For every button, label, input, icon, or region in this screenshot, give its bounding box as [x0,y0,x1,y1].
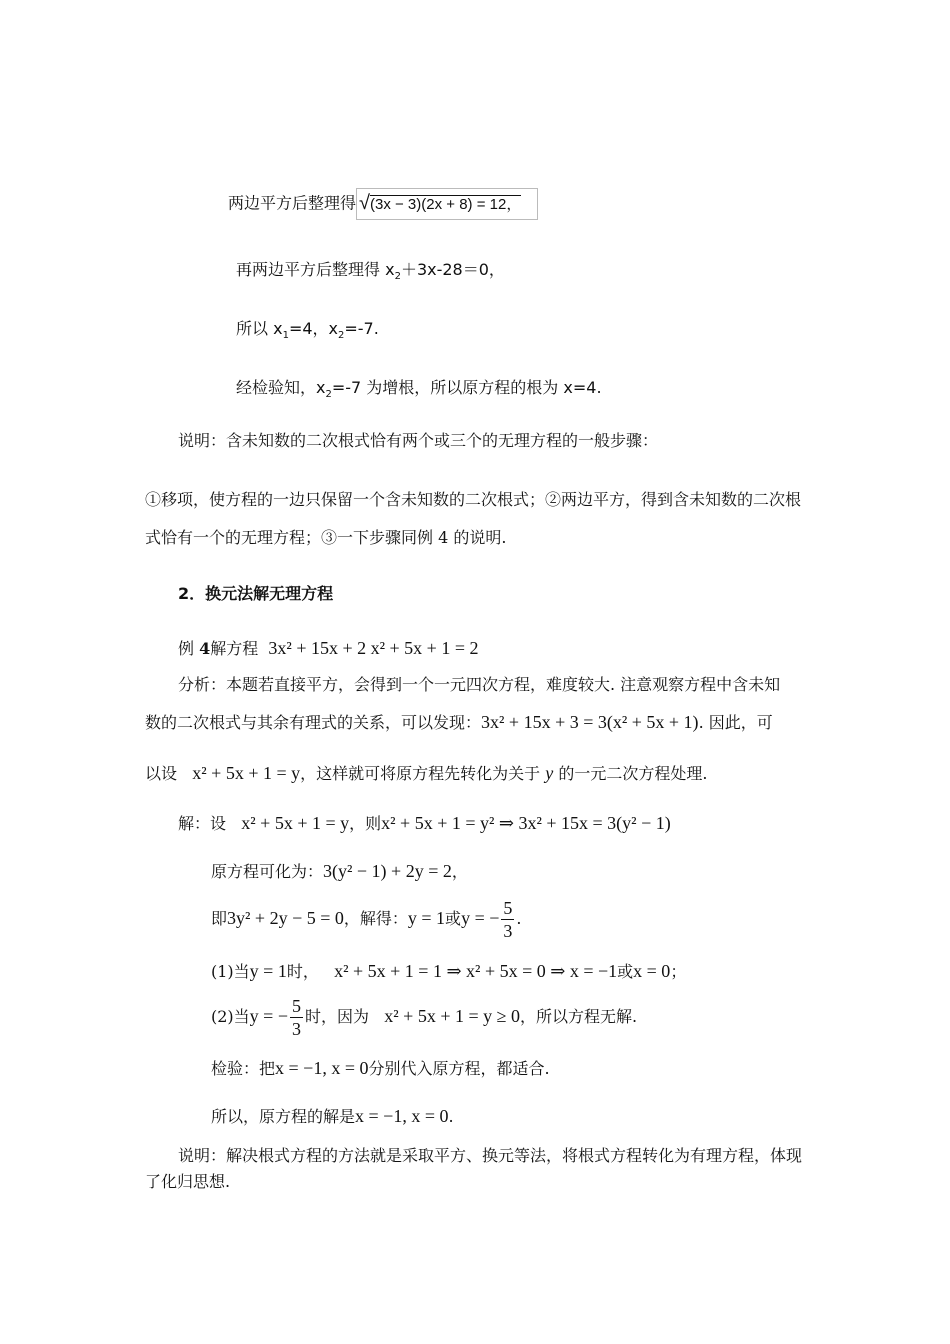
solution-s6a: 检验：把 [211,1059,276,1078]
solution-s3a: 即 [211,909,228,928]
solution-s4c: 或 [617,962,634,981]
solution-s3c: 或 [445,909,462,928]
solution-line-3 [211,896,521,942]
line4-text-b: =-7 为增根，所以原方程的根为 x=4. [331,378,602,397]
solution-s5-equation2: x² + 5x + 1 = y ≥ 0 [384,1006,520,1026]
solution-s7-equation: x = −1, x = 0 [355,1106,449,1126]
example-label-b: 解方程 [210,639,259,658]
analysis-line-2 [145,711,773,734]
fraction2-denominator: 3 [291,1019,301,1039]
fraction2-numerator: 5 [291,996,301,1016]
section-heading: 2．换元法解无理方程 [178,584,334,603]
example-equation: 3x² + 15x + 2 x² + 5x + 1 = 2 [268,638,479,658]
analysis-line-3 [145,762,707,785]
solution-line-4 [211,960,686,983]
line3-text-a: 所以 x [236,319,283,338]
line-verification [236,377,602,399]
solution-s7a: 所以，原方程的解是 [211,1107,356,1126]
example-label-a: 例 [178,639,200,658]
fraction-five-thirds-2 [290,995,303,1040]
analysis-p3b: ，这样就可将原方程先转化为关于 [300,764,541,783]
solution-s3-equation: 3y² + 2y − 5 = 0 [227,908,344,928]
solution-line-1 [178,812,671,835]
line4-text-a: 经检验知，x [236,378,326,397]
solution-s2b: ， [451,862,468,881]
line4-sub: 2 [325,389,332,400]
solution-s4a: (1)当 [211,962,250,981]
solution-s4b: 时， [286,962,319,981]
solution-s5a: (2)当 [211,1007,250,1026]
solution-s3-y1: y = 1 [407,908,446,928]
solution-s2-equation: 3(y² − 1) + 2y = 2 [323,861,452,881]
analysis-p2-equation: 3x² + 15x + 3 = 3(x² + 5x + 1) [481,712,699,732]
analysis-p2a: 数的二次根式与其余有理式的关系，可以发现： [145,713,482,732]
line2-sub: 2 [394,271,401,282]
fraction-numerator: 5 [503,898,513,918]
line-square-again [236,259,505,281]
analysis-p3c: 的一元二次方程处理. [558,764,708,783]
solution-s5-equation: y = − [249,1006,288,1026]
line1-text: 两边平方后整理得 [228,193,357,213]
example-4 [178,637,478,660]
solution-line-6 [211,1057,550,1080]
analysis-p3a: 以设 [145,764,178,783]
line2-text-b: ＋3x-28＝0， [400,260,505,279]
solution-s6b: 分别代入原方程，都适合. [368,1059,550,1078]
analysis-p3-equation: x² + 5x + 1 = y [192,763,301,783]
solution-line-2 [211,860,468,883]
analysis-p2b: . 因此，可 [698,713,773,732]
solution-s1a: 解：设 [178,814,227,833]
line-roots [236,318,379,340]
note-conclusion: 说明：解决根式方程的方法就是采取平方、换元等法，将根式方程转化为有理方程，体现了化归思想. [145,1146,803,1191]
solution-s7b: . [448,1107,454,1126]
line2-text-a: 再两边平方后整理得 x [236,260,395,279]
line3-sub2: 2 [338,330,345,341]
solution-s3d: . [516,909,522,928]
example-number: 4 [199,639,211,658]
fraction-denominator: 3 [503,921,513,941]
radical-formula: (3x − 3)(2x + 8) = 12， [370,196,522,213]
fraction-five-thirds [501,897,514,942]
solution-s3b: ，解得： [343,909,408,928]
radical-formula-image: √(3x − 3)(2x + 8) = 12， [356,188,538,220]
analysis-p3-y: y [545,763,554,783]
line3-text-b: =4，x [288,319,338,338]
solution-s2a: 原方程可化为： [211,862,324,881]
solution-line-7 [211,1105,454,1128]
solution-s6-equation: x = −1, x = 0 [275,1058,369,1078]
solution-s5c: ，所以方程无解. [520,1007,638,1026]
solution-s4-equation2: x² + 5x + 1 = 1 ⇒ x² + 5x = 0 ⇒ x = −1 [334,961,618,981]
line3-sub1: 1 [282,330,289,341]
note-steps-intro: 说明：含未知数的二次根式恰有两个或三个的无理方程的一般步骤： [178,431,659,450]
solution-s1-equation: x² + 5x + 1 = y [241,813,350,833]
line-square-both-sides [228,188,538,220]
solution-s4-equation3: x = 0 [633,961,671,981]
solution-s3-y2: y = − [461,908,500,928]
solution-line-5 [211,994,637,1040]
solution-s4-equation: y = 1 [249,961,287,981]
steps-paragraph: ①移项，使方程的一边只保留一个含未知数的二次根式；②两边平方，得到含未知数的二次根式恰有一个的无理方程；③一下步骤同例 4 的说明. [145,490,802,547]
solution-s1-equation2: x² + 5x + 1 = y² ⇒ 3x² + 15x = 3(y² − 1) [381,813,671,833]
line3-text-c: =-7. [344,319,379,338]
solution-s1b: ，则 [349,814,382,833]
solution-s4d: ； [670,962,687,981]
solution-s5b: 时，因为 [304,1007,369,1026]
analysis-line-1: 分析：本题若直接平方，会得到一个一元四次方程，难度较大. 注意观察方程中含未知 [178,675,781,694]
